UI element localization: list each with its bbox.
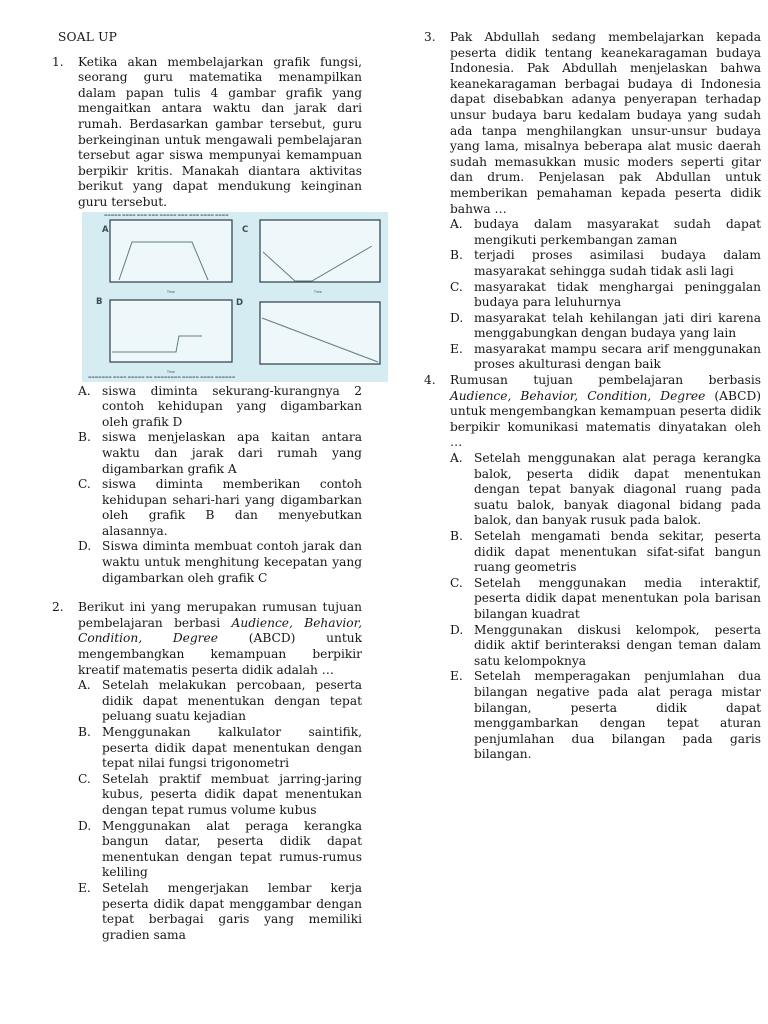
question-number: 4. (424, 373, 436, 388)
option-label: A. (450, 217, 463, 232)
option-text: Setelah menggunakan media interaktif, peserta didik dapat menentukan pola barisan bilangan kuadrat (474, 575, 761, 621)
graph-a-frame (110, 220, 232, 282)
option (78, 772, 362, 819)
option-label: A. (78, 678, 91, 693)
option-text: Setelah menggunakan alat peraga kerangka balok, peserta didik dapat menentukan dengan tepat banyak diagonal ruang pada suatu balok, banyak diagonal bidang pada balok, dan banyak rusuk pada balok. (474, 451, 761, 528)
option-text: siswa diminta sekurang-kurangnya 2 contoh kehidupan yang digambarkan oleh grafik D (102, 383, 362, 429)
question-number: 3. (424, 30, 436, 44)
option-text: Menggunakan kalkulator saintifik, peserta didik dapat menentukan dengan tepat nilai fungsi trigonometri (102, 725, 362, 771)
graph-label-c: C (242, 224, 249, 235)
graph-d-frame (260, 302, 380, 364)
graph-label-b: B (96, 296, 103, 307)
option (78, 881, 362, 943)
option (78, 725, 362, 772)
graph-a-time-label: Time (167, 289, 175, 294)
question-stem: Ketika akan membelajarkan grafik fungsi, seorang guru matematika menampilkan dalam papan tulis 4 gambar grafik yang mengaitkan antara waktu dan jarak dari rumah. Berdasarkan gambar tersebut, guru berkeinginan untuk mengawali pembelajaran tersebut agar siswa mempunyai kemampuan berpikir kritis. Manakah diantara aktivitas berikut yang dapat mendukung keinginan guru tersebut. (78, 54, 362, 209)
option-text: Setelah melakukan percobaan, peserta didik dapat menentukan dengan tepat peluang suatu kejadian (102, 678, 362, 724)
stem-text: (ABCD) untuk mengembangkan kemampuan peserta didik berpikir komunikasi matematis dinyatakan oleh … (450, 388, 761, 450)
option-text: masyarakat tidak menghargai peninggalan budaya para leluhurnya (474, 279, 761, 310)
option (78, 384, 362, 431)
option (78, 819, 362, 881)
option (450, 451, 761, 529)
option-label: B. (450, 248, 463, 263)
stem-text: Rumusan tujuan pembelajaran berbasis (450, 373, 761, 388)
graph-label-d: D (236, 297, 244, 308)
option-text: Siswa diminta membuat contoh jarak dan waktu untuk menghitung kecepatan yang digambarkan oleh grafik C (102, 539, 362, 585)
option (450, 248, 761, 279)
option-label: A. (78, 383, 91, 398)
question-3 (424, 30, 761, 373)
graphs-svg (82, 212, 388, 382)
option (450, 342, 761, 373)
option (450, 280, 761, 311)
option (450, 217, 761, 248)
page-title: SOAL UP (58, 30, 117, 44)
option-label: E. (450, 341, 463, 356)
option-label: A. (450, 451, 463, 466)
graph-c-time-label: Time (314, 289, 322, 294)
stem-text: (ABCD) untuk mengembangkan kemampuan berpikir kreatif matematis peserta didik adalah … (78, 631, 363, 677)
option-text: Menggunakan alat peraga kerangka bangun datar, peserta didik dapat menentukan dengan tepat rumus-rumus keliling (102, 818, 362, 880)
option (78, 477, 362, 539)
left-column (52, 30, 362, 943)
stem-italic-text: Audience, Behavior, Condition, Degree (450, 388, 706, 403)
option (78, 539, 362, 586)
question-stem (450, 373, 761, 451)
option (450, 623, 761, 670)
option-label: D. (78, 539, 92, 554)
option-text: Setelah praktif membuat jarring-jaring kubus, peserta didik dapat menentukan dengan tepat rumus volume kubus (102, 771, 362, 817)
graph-label-a: A (102, 224, 109, 235)
option-label: D. (78, 818, 92, 833)
option-label: B. (78, 430, 91, 445)
option-text: siswa diminta memberikan contoh kehidupan sehari-hari yang digambarkan oleh grafik B dan menyebutkan alasannya. (102, 477, 362, 538)
option-text: Setelah memperagakan penjumlahan dua bilangan negative pada alat peraga mistar bilangan, peserta didik dapat menggambarkan dengan tepat aturan penjumlahan dua bilangan pada garis bilangan. (474, 669, 761, 762)
question-number: 2. (52, 600, 64, 615)
figure-caption-top: ▬▬▬▬▬ ▬▬▬▬ ▬▬▬ ▬▬▬ ▬▬▬▬▬ ▬▬▬ ▬▬▬ ▬▬▬▬ ▬▬▬▬ (104, 212, 229, 217)
option-text: Menggunakan diskusi kelompok, peserta didik aktif berinteraksi dengan teman dalam satu kelompoknya (474, 622, 761, 668)
option-label: B. (450, 529, 463, 543)
question-1-options (78, 384, 362, 587)
option (450, 669, 761, 763)
option-label: D. (450, 310, 464, 325)
right-column (424, 30, 761, 763)
option-text: terjadi proses asimilasi budaya dalam masyarakat sehingga sudah tidak asli lagi (474, 248, 761, 278)
stem-italic-text: Audience, Behavior, Condition, Degree (78, 615, 363, 646)
distance-time-graphs-figure (82, 212, 388, 382)
option (78, 430, 362, 477)
question-number: 1. (52, 54, 64, 69)
question-stem: Pak Abdullah sedang membelajarkan kepada peserta didik tentang keanekaragaman budaya Indonesia. Pak Abdullah menjelaskan bahwa keanekaragaman berbagai budaya di Indonesia dapat disebabkan adanya penyerapan terhadap unsur budaya baru kedalam budaya yang sudah ada tanpa menghilangkan unsur-unsur budaya yang lama, misalnya beberapa alat music daerah sudah memasukkan music moders seperti gitar dan drum. Penjelasan pak Abdullan untuk memberikan pemahaman kepada peserta didik bahwa … (450, 30, 761, 216)
question-1 (52, 55, 362, 211)
option-label: C. (78, 771, 91, 786)
option-text: Setelah mengamati benda sekitar, peserta didik dapat menentukan sifat-sifat bangun ruang geometris (474, 529, 761, 575)
option-text: masyarakat mampu secara arif menggunakan proses akulturasi dengan baik (474, 341, 761, 372)
option (450, 311, 761, 342)
graph-b-frame (110, 300, 232, 362)
graph-c-frame (260, 220, 380, 282)
figure-caption-bottom: ▬▬▬▬▬▬▬ ▬▬▬▬ ▬▬▬▬▬ ▬▬ ▬▬▬▬▬▬▬▬ ▬▬▬▬▬ ▬▬▬▬ ▬▬▬▬▬▬ (88, 374, 236, 379)
option-label: B. (78, 725, 91, 739)
option-label: E. (78, 880, 91, 895)
option-label: C. (450, 575, 463, 590)
question-2 (52, 600, 362, 943)
graph-b-time-label: Time (167, 369, 175, 374)
option-label: C. (450, 279, 463, 294)
question-stem (78, 600, 362, 678)
option (78, 678, 362, 725)
option (450, 576, 761, 623)
question-4 (424, 373, 761, 763)
stem-text: Berikut ini yang merupakan rumusan tujuan pembelajaran berbasi (78, 600, 362, 630)
option-text: masyarakat telah kehilangan jati diri karena menggabungkan dengan budaya yang lain (474, 310, 761, 341)
option-text: siswa menjelaskan apa kaitan antara waktu dan jarak dari rumah yang digambarkan grafik A (102, 430, 362, 476)
option-label: C. (78, 477, 91, 492)
option-label: D. (450, 622, 464, 637)
option-label: E. (450, 669, 463, 684)
option-text: Setelah mengerjakan lembar kerja peserta didik dapat menggambar dengan tepat berbagai garis yang memiliki gradien sama (102, 880, 362, 942)
option-text: budaya dalam masyarakat sudah dapat mengikuti perkembangan zaman (474, 217, 761, 247)
option (450, 529, 761, 576)
